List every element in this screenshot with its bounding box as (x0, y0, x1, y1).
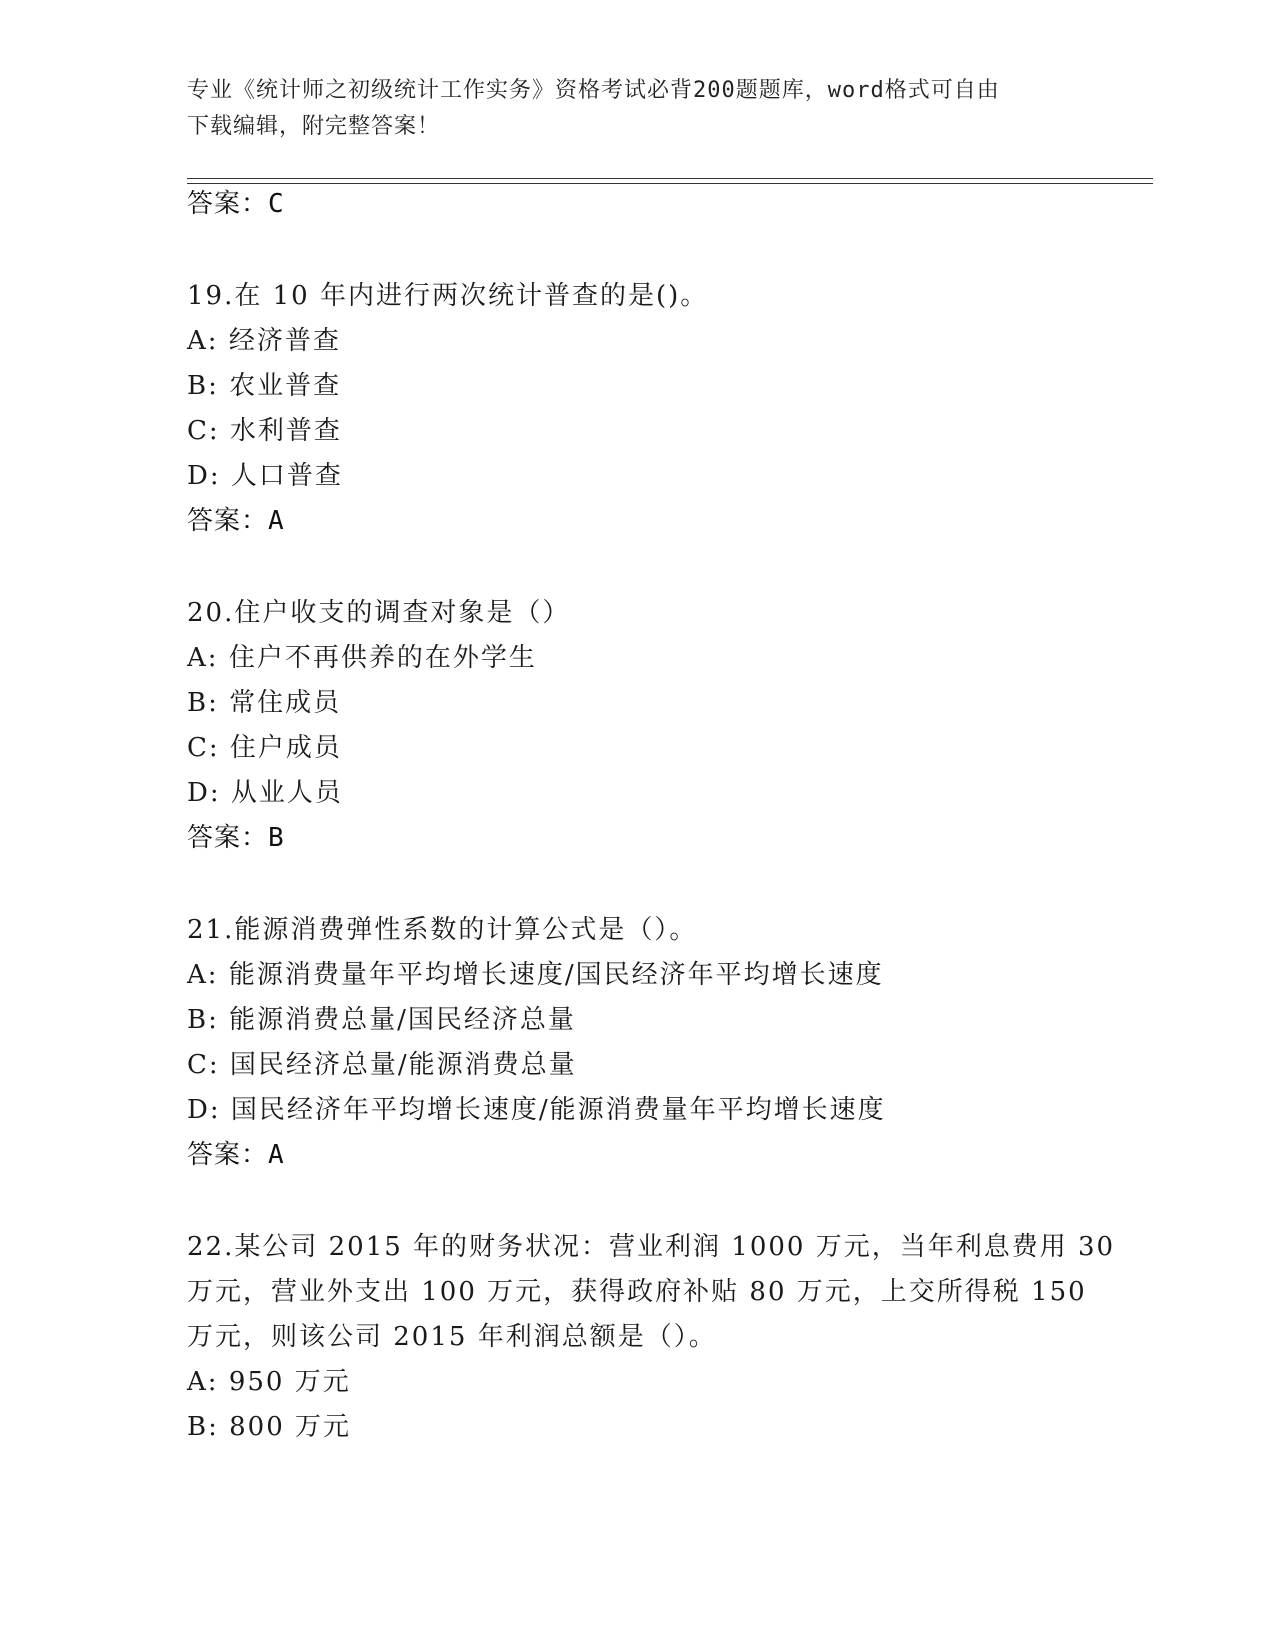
option-text: 经济普查 (228, 326, 341, 356)
question-stem-line-2: 万元，营业外支出 100 万元，获得政府补贴 80 万元，上交所得税 150 (187, 1277, 1087, 1307)
option-text: 国民经济年平均增长速度/能源消费量年平均增长速度 (230, 1095, 886, 1125)
question-stem-line-3: 万元，则该公司 2015 年利润总额是（）。 (187, 1322, 717, 1352)
option-key: C: (187, 1050, 220, 1080)
header-divider-top (187, 178, 1153, 179)
option-text: 950 万元 (228, 1367, 351, 1397)
answer (187, 499, 1087, 544)
option-b (187, 681, 1087, 726)
option-key: C: (187, 733, 220, 763)
option-d (187, 454, 1087, 499)
option-key: A: (187, 1367, 219, 1397)
answer (187, 1133, 1087, 1178)
option-text: 从业人员 (230, 778, 343, 808)
option-text: 住户成员 (229, 733, 342, 763)
question-stem: 20.住户收支的调查对象是（） (187, 598, 571, 628)
option-d (187, 1088, 1087, 1133)
option-key: C: (187, 416, 220, 446)
previous-answer (187, 182, 1087, 227)
option-text: 能源消费总量/国民经济总量 (229, 1005, 576, 1035)
option-text: 国民经济总量/能源消费总量 (229, 1050, 577, 1080)
option-text: 农业普查 (229, 371, 342, 401)
answer-value: B (268, 823, 285, 853)
option-text: 能源消费量年平均增长速度/国民经济年平均增长速度 (228, 960, 884, 990)
header-line-1: 专业《统计师之初级统计工作实务》资格考试必背200题题库，word格式可自由 (187, 78, 1000, 103)
option-b (187, 364, 1087, 409)
option-a (187, 319, 1087, 364)
answer-label: 答案： (187, 506, 269, 536)
option-key: A: (187, 643, 219, 673)
option-c (187, 726, 1087, 771)
option-key: D: (187, 1095, 221, 1125)
question-stem: 19.在 10 年内进行两次统计普查的是()。 (187, 281, 709, 311)
option-key: B: (187, 688, 219, 718)
option-c (187, 1043, 1087, 1088)
option-c (187, 409, 1087, 454)
option-b (187, 998, 1087, 1043)
option-key: D: (187, 461, 221, 491)
question-block-22 (187, 1225, 1116, 1450)
header-line-2: 下载编辑，附完整答案！ (187, 114, 441, 139)
option-text: 常住成员 (229, 688, 342, 718)
option-key: B: (187, 1005, 219, 1035)
option-key: A: (187, 960, 219, 990)
option-a (187, 1360, 1087, 1405)
answer-value: C (268, 189, 285, 219)
question-block-19 (187, 274, 1087, 544)
option-text: 水利普查 (229, 416, 342, 446)
option-a (187, 953, 1087, 998)
option-b (187, 1405, 1087, 1450)
answer (187, 816, 1087, 861)
question-list (187, 182, 1116, 1450)
option-text: 800 万元 (229, 1412, 352, 1442)
option-key: B: (187, 371, 219, 401)
option-text: 人口普查 (230, 461, 343, 491)
answer-value: A (268, 1140, 285, 1170)
question-block-20 (187, 591, 1087, 861)
answer-label: 答案： (187, 823, 269, 853)
option-d (187, 771, 1087, 816)
option-text: 住户不再供养的在外学生 (228, 643, 537, 673)
question-block-21 (187, 908, 1087, 1178)
answer-label: 答案： (187, 1140, 269, 1170)
document-header (187, 73, 1087, 145)
option-key: D: (187, 778, 221, 808)
option-key: A: (187, 326, 219, 356)
answer-label: 答案： (187, 189, 269, 219)
option-a (187, 636, 1087, 681)
answer-value: A (268, 506, 285, 536)
question-stem-line-1: 22.某公司 2015 年的财务状况：营业利润 1000 万元，当年利息费用 30 (187, 1232, 1116, 1262)
option-key: B: (187, 1412, 219, 1442)
question-stem: 21.能源消费弹性系数的计算公式是（）。 (187, 915, 698, 945)
